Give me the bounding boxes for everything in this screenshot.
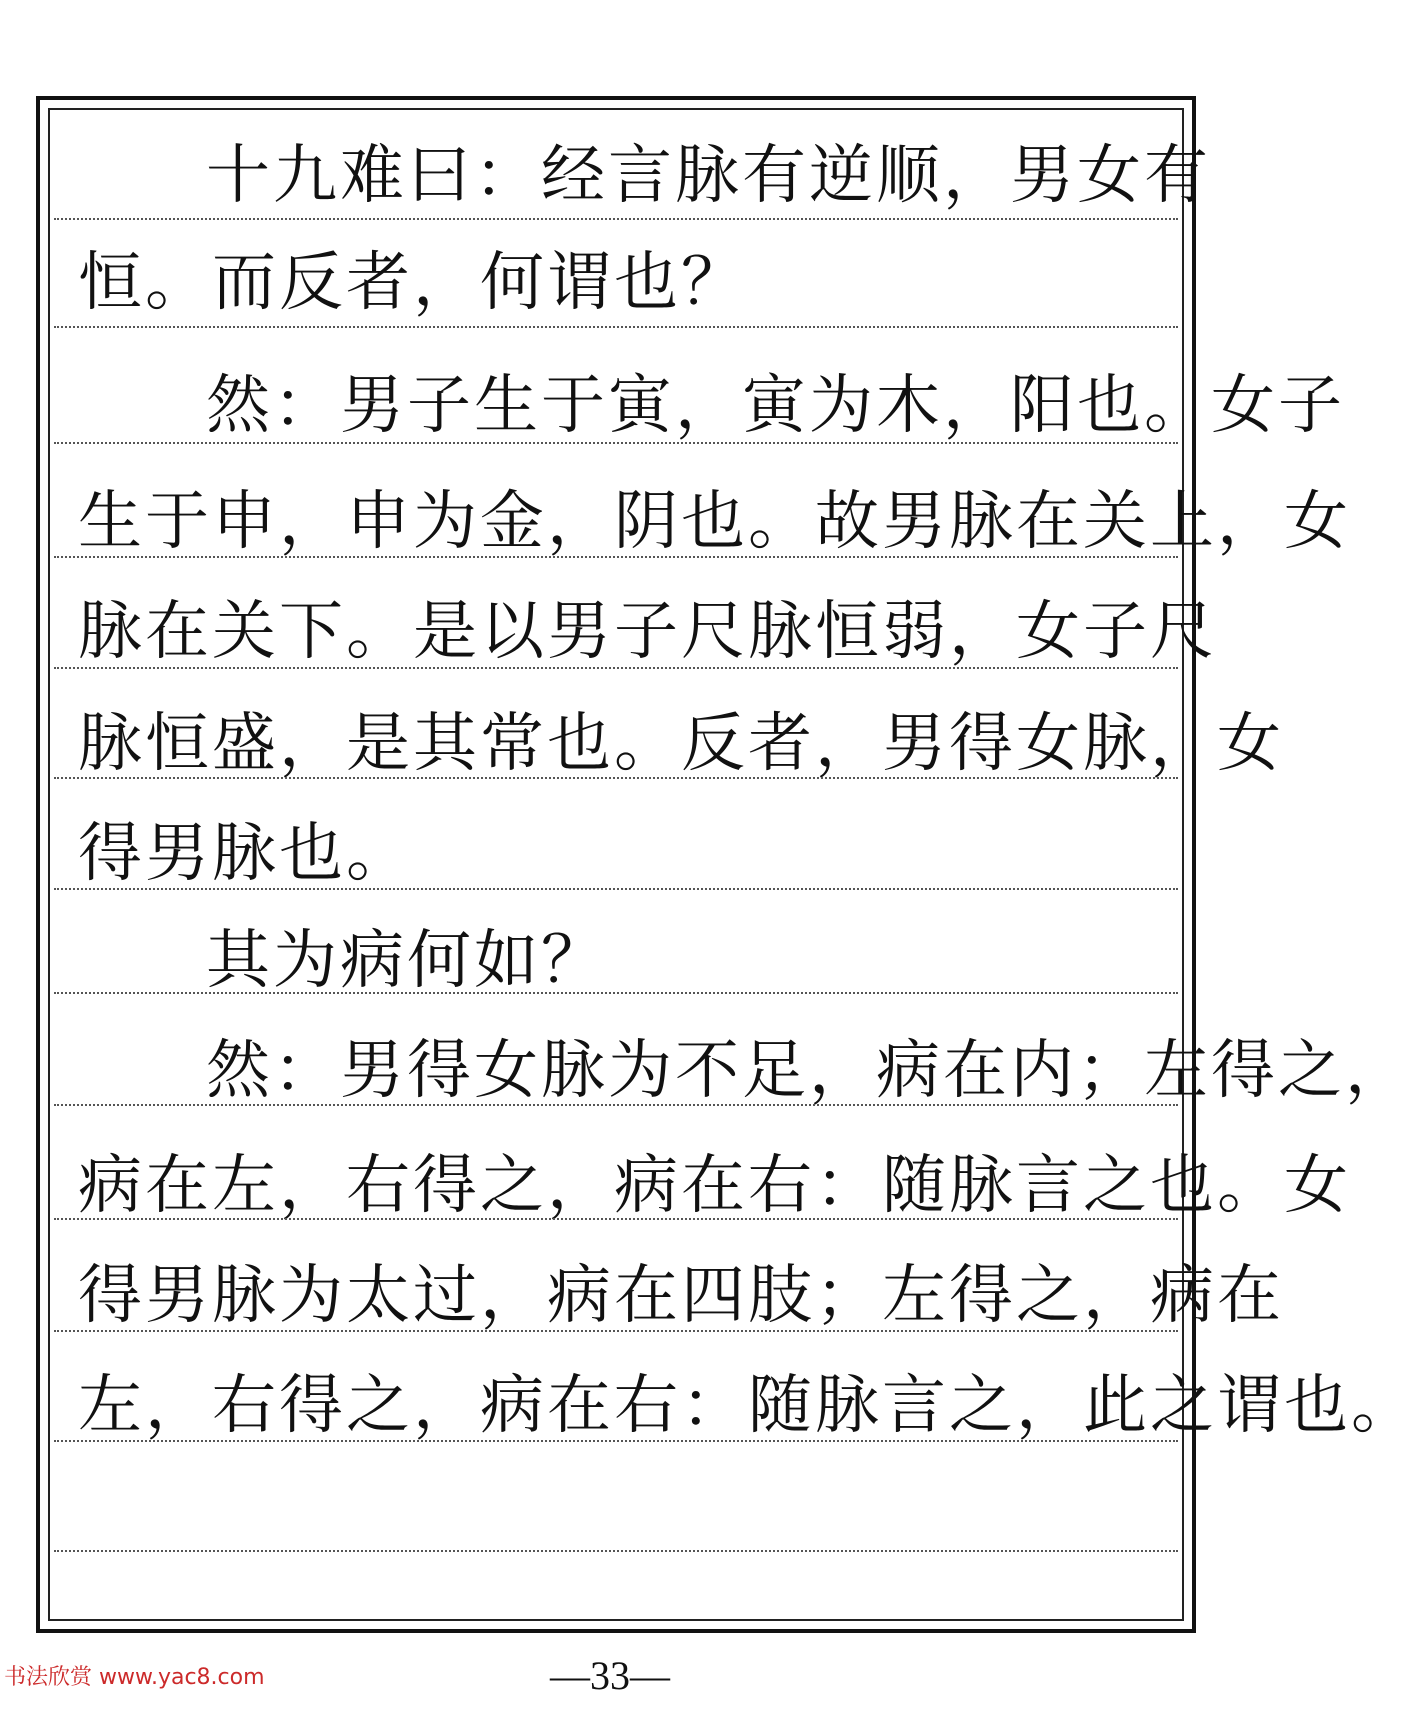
manuscript-line: 得男脉也。 (78, 817, 413, 891)
ruled-line (54, 556, 1178, 558)
manuscript-line: 然：男得女脉为不足，病在内；左得之， (206, 1034, 1412, 1108)
ruled-line (54, 888, 1178, 890)
ruled-line (54, 218, 1178, 220)
site-watermark-label: 书法欣赏 www.yac8.com (4, 1665, 265, 1690)
manuscript-line: 左，右得之，病在右：随脉言之，此之谓也。 (78, 1369, 1418, 1443)
ruled-line (54, 1330, 1178, 1332)
ruled-line (54, 1218, 1178, 1220)
ruled-line (54, 1440, 1178, 1442)
manuscript-line: 脉在关下。是以男子尺脉恒弱，女子尺 (78, 595, 1217, 669)
ruled-line (54, 1104, 1178, 1106)
manuscript-line: 恒。而反者，何谓也？ (78, 246, 748, 320)
ruled-line (54, 442, 1178, 444)
manuscript-line: 然：男子生于寅，寅为木，阳也。女子 (206, 369, 1345, 443)
ruled-line (54, 777, 1178, 779)
manuscript-line: 十九难曰：经言脉有逆顺，男女有 (206, 139, 1211, 213)
ruled-line (54, 667, 1178, 669)
manuscript-line: 其为病何如？ (206, 924, 608, 998)
manuscript-line: 脉恒盛，是其常也。反者，男得女脉，女 (78, 707, 1284, 781)
manuscript-line: 得男脉为太过，病在四肢；左得之，病在 (78, 1259, 1284, 1333)
manuscript-line: 生于申，申为金，阴也。故男脉在关上，女 (78, 485, 1351, 559)
ruled-line (54, 1550, 1178, 1552)
manuscript-line: 病在左，右得之，病在右：随脉言之也。女 (78, 1149, 1351, 1223)
ruled-line (54, 326, 1178, 328)
ruled-line (54, 992, 1178, 994)
page-number: —33— (550, 1653, 670, 1698)
